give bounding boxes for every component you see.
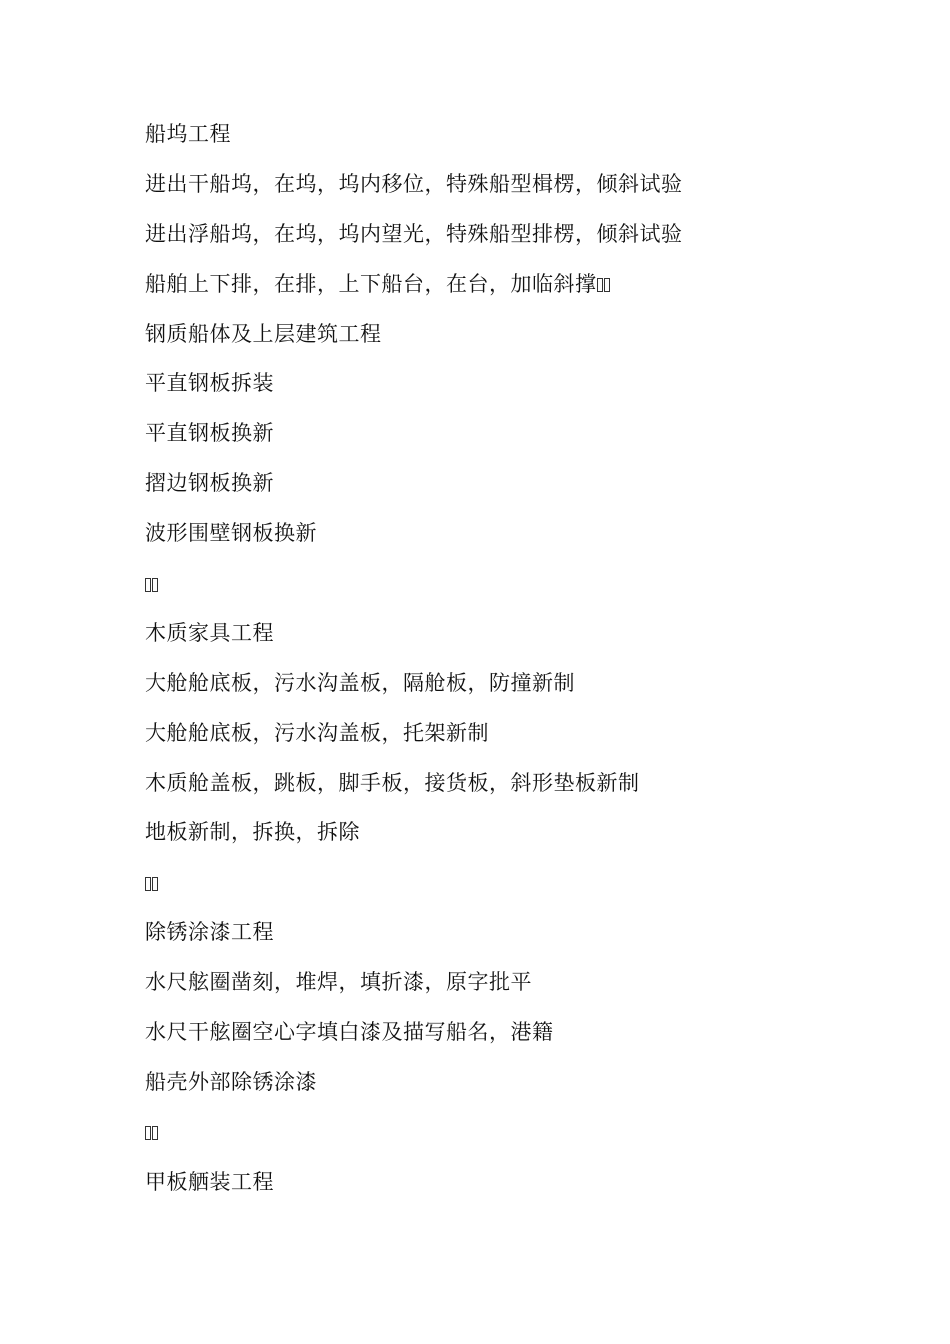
list-item: 大舱舱底板，污水沟盖板，托架新制 [145, 720, 489, 745]
missing-glyph-icon [597, 278, 603, 292]
list-item: 木质舱盖板，跳板，脚手板，接货板，斜形垫板新制 [145, 770, 640, 795]
list-item: 进出浮船坞，在坞，坞内望光，特殊船型排楞，倾斜试验 [145, 221, 683, 246]
list-item: 波形围壁钢板换新 [145, 521, 317, 546]
missing-glyph-icon [604, 278, 610, 292]
list-item: 水尺干舷圈空心字填白漆及描写船名，港籍 [145, 1020, 554, 1045]
list-item: 摺边钢板换新 [145, 471, 274, 496]
missing-glyph-icon [145, 578, 151, 592]
list-item: 平直钢板换新 [145, 421, 274, 446]
missing-glyph-icon [152, 578, 158, 592]
list-item: 平直钢板拆装 [145, 371, 274, 396]
missing-glyph-icon [152, 1126, 158, 1140]
section-heading-deck: 甲板舾装工程 [145, 1169, 274, 1194]
missing-glyph-line [145, 1108, 845, 1158]
missing-glyph-line [145, 858, 845, 908]
missing-glyph-icon [145, 877, 151, 891]
list-item: 大舱舱底板，污水沟盖板，隔舱板，防撞新制 [145, 670, 575, 695]
list-item: 水尺舷圈凿刻，堆焊，填折漆，原字批平 [145, 970, 532, 995]
section-heading-dock: 船坞工程 [145, 122, 231, 146]
missing-glyph-line [145, 559, 845, 609]
section-heading-hull: 钢质船体及上层建筑工程 [145, 321, 382, 346]
list-item: 进出干船坞，在坞，坞内移位，特殊船型楫楞，倾斜试验 [145, 171, 683, 196]
section-heading-paint: 除锈涂漆工程 [145, 920, 274, 945]
missing-glyph-icon [152, 877, 158, 891]
list-item: 船壳外部除锈涂漆 [145, 1069, 317, 1094]
section-heading-wood: 木质家具工程 [145, 620, 274, 645]
list-item-with-marker [145, 260, 845, 310]
document-body [145, 110, 845, 1208]
missing-glyph-icon [145, 1126, 151, 1140]
list-item: 地板新制，拆换，拆除 [145, 820, 360, 845]
list-item-text: 船舶上下排，在排，上下船台，在台，加临斜撑 [145, 271, 597, 296]
